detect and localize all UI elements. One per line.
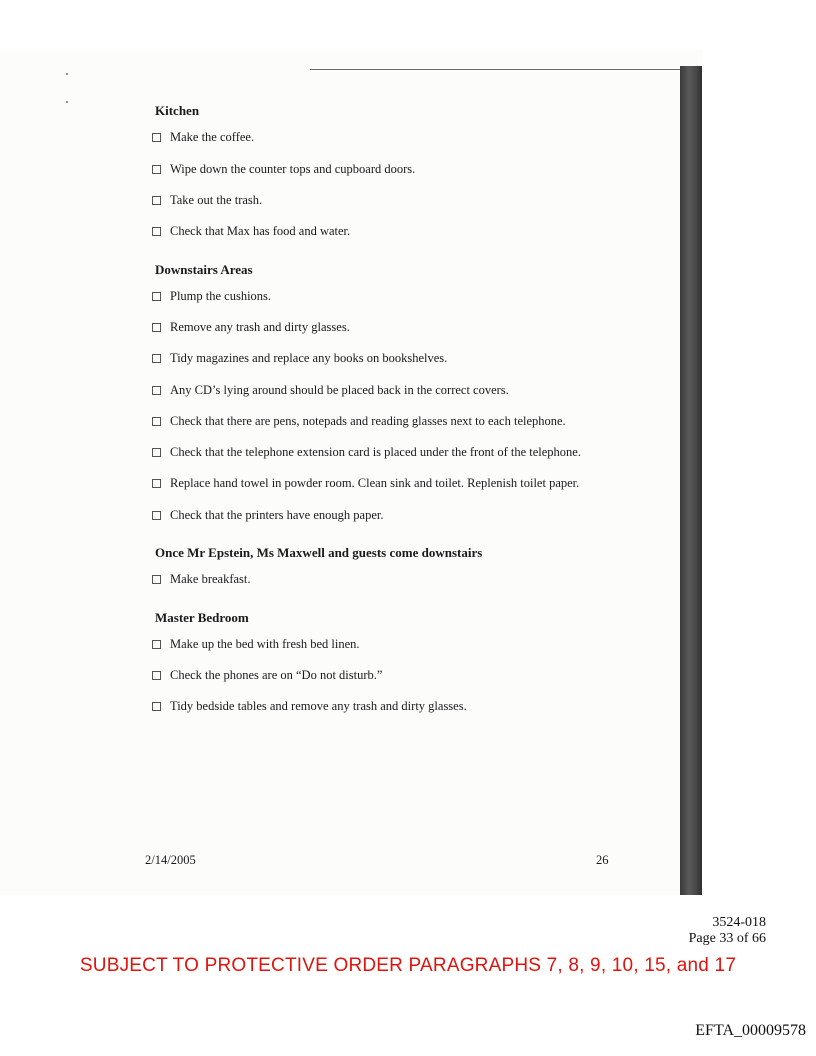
document-id: EFTA_00009578 xyxy=(695,1022,806,1039)
checklist-item xyxy=(152,224,350,239)
checklist-item xyxy=(152,130,254,145)
item-text: Check the phones are on “Do not disturb.” xyxy=(170,668,383,682)
checkbox-icon xyxy=(152,417,161,426)
section-heading-downstairs: Downstairs Areas xyxy=(155,262,253,277)
checkbox-icon xyxy=(152,323,161,332)
checklist-item xyxy=(152,351,447,366)
checkbox-icon xyxy=(152,354,161,363)
item-text: Tidy bedside tables and remove any trash and dirty glasses. xyxy=(170,699,467,713)
checkbox-icon xyxy=(152,511,161,520)
top-rule xyxy=(310,69,680,70)
item-text: Replace hand towel in powder room. Clean sink and toilet. Replenish toilet paper. xyxy=(170,476,580,490)
scan-speck xyxy=(66,73,68,75)
item-text: Check that Max has food and water. xyxy=(170,224,351,238)
checkbox-icon xyxy=(152,386,161,395)
footer-page-number: 26 xyxy=(596,853,609,867)
checklist-item xyxy=(152,193,262,208)
section-heading-downstairs-guests: Once Mr Epstein, Ms Maxwell and guests come downstairs xyxy=(155,545,483,560)
checkbox-icon xyxy=(152,702,161,711)
section-heading-kitchen: Kitchen xyxy=(155,103,200,118)
checkbox-icon xyxy=(152,448,161,457)
scan-edge-shadow xyxy=(680,66,702,895)
bates-number: 3524-018 xyxy=(712,915,766,930)
checklist-item xyxy=(152,162,415,177)
checklist-item xyxy=(152,508,383,523)
checkbox-icon xyxy=(152,575,161,584)
checkbox-icon xyxy=(152,133,161,142)
footer-date: 2/14/2005 xyxy=(145,853,196,867)
checkbox-icon xyxy=(152,479,161,488)
item-text: Check that the telephone extension card is placed under the front of the telephone. xyxy=(170,445,581,459)
checkbox-icon xyxy=(152,227,161,236)
item-text: Wipe down the counter tops and cupboard doors. xyxy=(170,162,416,176)
item-text: Remove any trash and dirty glasses. xyxy=(170,320,350,334)
checklist-item xyxy=(152,414,566,429)
checklist-item xyxy=(152,289,271,304)
checklist-item xyxy=(152,476,579,491)
checklist-item xyxy=(152,320,350,335)
checklist-item xyxy=(152,637,360,652)
checklist-item xyxy=(152,445,581,460)
item-text: Make breakfast. xyxy=(170,572,251,586)
checklist-item xyxy=(152,668,382,683)
section-heading-master-bedroom: Master Bedroom xyxy=(155,610,249,625)
item-text: Any CD’s lying around should be placed back in the correct covers. xyxy=(170,383,509,397)
checkbox-icon xyxy=(152,196,161,205)
item-text: Check that there are pens, notepads and reading glasses next to each telephone. xyxy=(170,414,566,428)
checkbox-icon xyxy=(152,640,161,649)
protective-order-notice: SUBJECT TO PROTECTIVE ORDER PARAGRAPHS 7, 8, 9, 10, 15, and 17 xyxy=(79,955,737,976)
item-text: Make the coffee. xyxy=(170,130,255,144)
scan-speck xyxy=(66,101,68,103)
checklist-item xyxy=(152,699,467,714)
item-text: Make up the bed with fresh bed linen. xyxy=(170,637,360,651)
checkbox-icon xyxy=(152,292,161,301)
checkbox-icon xyxy=(152,671,161,680)
bates-stamp xyxy=(689,915,766,947)
item-text: Tidy magazines and replace any books on bookshelves. xyxy=(170,351,448,365)
bates-page-count: Page 33 of 66 xyxy=(688,931,766,946)
item-text: Take out the trash. xyxy=(170,193,263,207)
item-text: Plump the cushions. xyxy=(170,289,272,303)
checkbox-icon xyxy=(152,165,161,174)
checklist-item xyxy=(152,383,509,398)
checklist-item xyxy=(152,572,251,587)
item-text: Check that the printers have enough paper. xyxy=(170,508,384,522)
